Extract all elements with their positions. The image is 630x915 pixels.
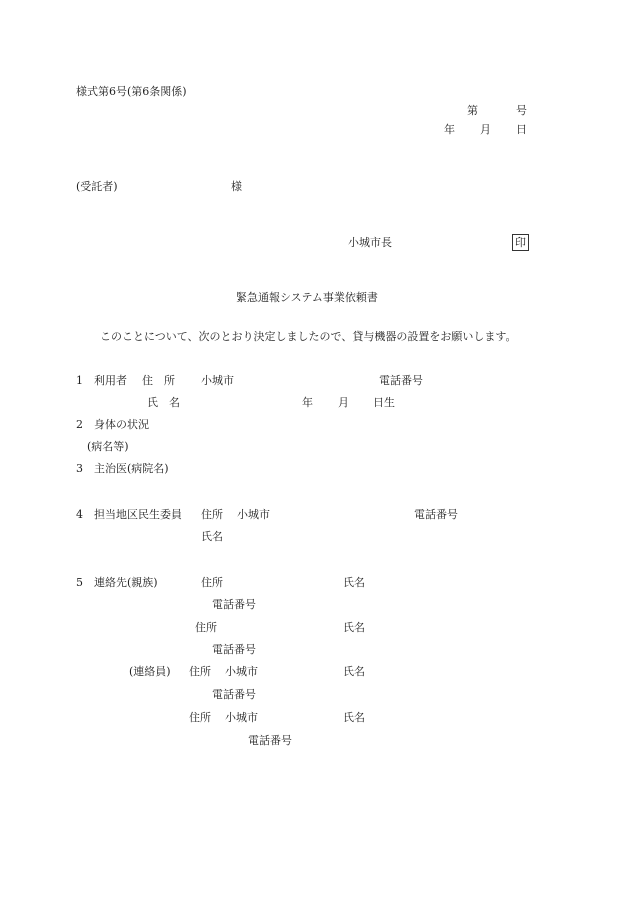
section2-sub: (病名等) xyxy=(87,440,129,453)
section5-row4-phone-label: 電話番号 xyxy=(248,734,292,747)
section5-label: 連絡先(親族) xyxy=(94,576,158,589)
section1-name-label: 氏 名 xyxy=(147,396,180,409)
seal-mark: 印 xyxy=(512,234,529,251)
section5-row3-city: 小城市 xyxy=(225,665,258,678)
section5-row4-name-label: 氏名 xyxy=(343,711,365,724)
section5-row3-name-label: 氏名 xyxy=(343,665,365,678)
section5-row1-address-label: 住所 xyxy=(201,576,223,589)
intro-text: このことについて、次のとおり決定しましたので、貸与機器の設置をお願いします。 xyxy=(100,330,517,343)
addressee-honorific: 様 xyxy=(231,180,242,193)
date-day: 日 xyxy=(516,123,527,136)
sender-title: 小城市長 xyxy=(348,236,392,249)
section4-name-label: 氏名 xyxy=(201,530,223,543)
section1-label: 利用者 xyxy=(94,374,127,387)
section4-phone-label: 電話番号 xyxy=(414,508,458,521)
section4-city: 小城市 xyxy=(237,508,270,521)
section1-address-label: 住 所 xyxy=(142,374,175,387)
section5-row4-address-label: 住所 xyxy=(189,711,211,724)
section5-row3-phone-label: 電話番号 xyxy=(212,688,256,701)
section1-birth-month: 月 xyxy=(338,396,349,409)
document-number-dai: 第 xyxy=(467,104,478,117)
section5-row1-name-label: 氏名 xyxy=(343,576,365,589)
section5-staff-label: (連絡員) xyxy=(129,665,171,678)
section5-row3-address-label: 住所 xyxy=(189,665,211,678)
section4-number: 4 xyxy=(76,508,83,521)
section2-label: 身体の状況 xyxy=(94,418,149,431)
document-title: 緊急通報システム事業依頼書 xyxy=(236,291,378,304)
section3-number: 3 xyxy=(76,462,83,475)
section1-birth-day: 日生 xyxy=(373,396,395,409)
section1-city: 小城市 xyxy=(201,374,234,387)
section5-number: 5 xyxy=(76,576,83,589)
document-number-go: 号 xyxy=(516,104,527,117)
section3-label: 主治医(病院名) xyxy=(94,462,169,475)
section5-row1-phone-label: 電話番号 xyxy=(212,598,256,611)
section4-address-label: 住所 xyxy=(201,508,223,521)
addressee-label: (受託者) xyxy=(76,180,118,193)
date-month: 月 xyxy=(480,123,491,136)
section5-row2-name-label: 氏名 xyxy=(343,621,365,634)
section4-label: 担当地区民生委員 xyxy=(94,508,182,521)
section2-number: 2 xyxy=(76,418,83,431)
date-year: 年 xyxy=(444,123,455,136)
section5-row4-city: 小城市 xyxy=(225,711,258,724)
section1-number: 1 xyxy=(76,374,83,387)
section1-birth-year: 年 xyxy=(302,396,313,409)
form-label: 様式第6号(第6条関係) xyxy=(76,85,187,98)
section1-phone-label: 電話番号 xyxy=(379,374,423,387)
section5-row2-phone-label: 電話番号 xyxy=(212,643,256,656)
section5-row2-address-label: 住所 xyxy=(195,621,217,634)
